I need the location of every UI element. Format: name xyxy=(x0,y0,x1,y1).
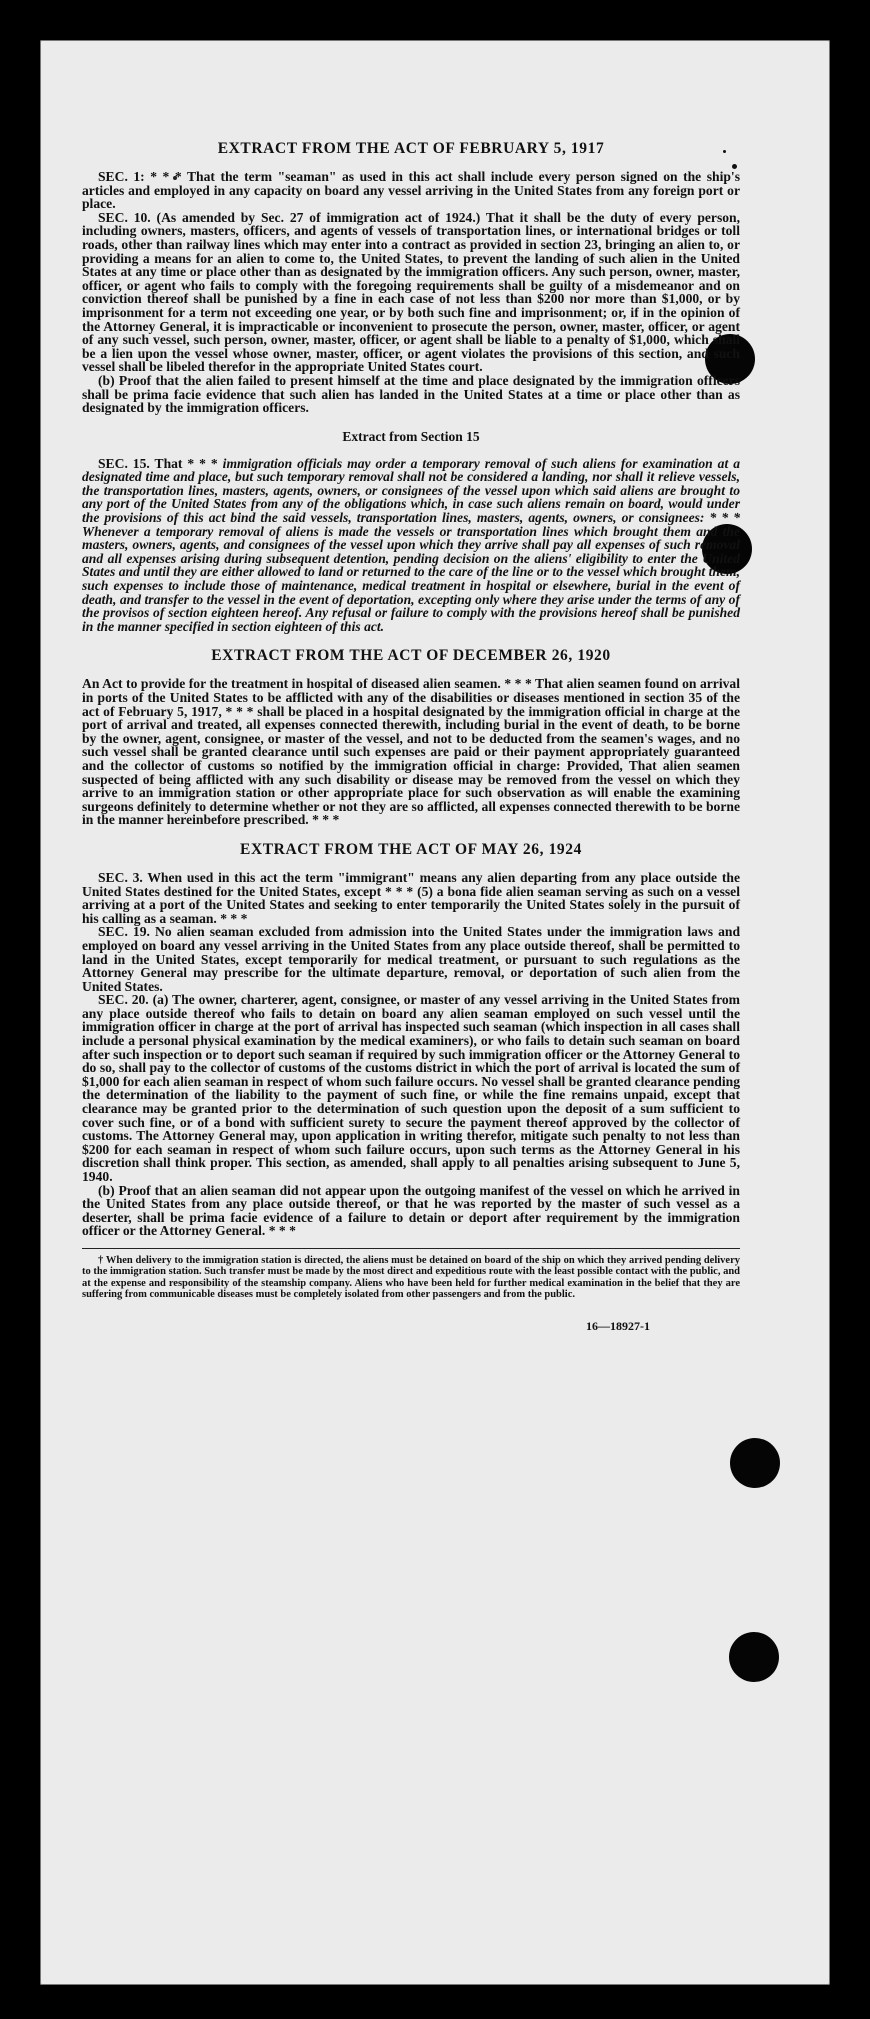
footnote: † When delivery to the immigration station is directed, the aliens must be detained on board of the ship on which they arrived pending delivery to the immigration station. Such transfer must be made by the most direct and expeditious route with the least possible contact with the public, and at the expense and responsibility of the steamship company. Aliens who have been held for further medical examination in the belief that they are suffering from communicable diseases must be completely isolated from other passengers and from the public. xyxy=(82,1254,741,1301)
section-heading-feb-1917: EXTRACT FROM THE ACT OF FEBRUARY 5, 1917 xyxy=(217,140,605,157)
section-1-paragraph: SEC. 1: * * * That the term "seaman" as used in this act shall include every person signed on the ship's articles and employed in any capacity on board any vessel arriving in the United States from any foreign port or place. xyxy=(82,169,740,212)
section-20b-paragraph: (b) Proof that an alien seaman did not appear upon the outgoing manifest of the vessel on which he arrived in the United States from any place outside thereof, or that he was reported by the master of such vessel as a deserter, shall be prima facie evidence of a failure to detain or deport after requirement by the immigration officer or the Attorney General. * * * xyxy=(82,1182,740,1239)
form-code: 16—18927-1 xyxy=(586,1318,650,1333)
section-heading-dec-1920: EXTRACT FROM THE ACT OF DECEMBER 26, 1920 xyxy=(211,647,611,665)
section-15-paragraph xyxy=(82,457,740,634)
section-19-paragraph: SEC. 19. No alien seaman excluded from admission into the United States under the immigration laws and employed on board any vessel arriving in the United States from any place outside thereof, shall be permitted to land in the United States, except temporarily for medical treatment, or pursuant to such regulations as the Attorney General may prescribe for the ultimate departure, removal, or deportation of such alien from the United States. xyxy=(82,924,740,994)
section-15-heading: Extract from Section 15 xyxy=(342,428,480,444)
section-15-lead: SEC. 15. That * * * xyxy=(98,455,223,471)
footnote-divider xyxy=(82,1248,740,1249)
section-10-paragraph: SEC. 10. (As amended by Sec. 27 of immigration act of 1924.) That it shall be the duty of every person, including owners, masters, officers, and agents of vessels of transportation lines, or international bridges or toll roads, other than railway lines which may enter into a contract as provided in section 23, bringing an alien to, or providing a means for an alien to come to, the United States, to prevent the landing of such alien in the United States at any time or place other than as designated by the immigration officers. Any such person, owner, master, officer, or agent who fails to comply with the foregoing requirements shall be guilty of a misdemeanor and on conviction thereof shall be punished by a fine in each case of not less than $200 nor more than $1,000, or by imprisonment for a term not exceeding one year, or by both such fine and imprisonment; or, if in the opinion of the Attorney General, it is impracticable or inconvenient to prosecute the person, owner, master, officer, or agent of any such vessel, such person, owner, master, officer, or agent shall be liable to a penalty of $1,000, which shall be a lien upon the vessel whose owner, master, officer, or agent violates the provisions of this section, and such vessel shall be libeled therefor in the appropriate United States court. xyxy=(82,209,740,375)
act-1920-paragraph: An Act to provide for the treatment in hospital of diseased alien seamen. * * * That alien seamen found on arrival in ports of the United States to be afflicted with any of the disabilities or diseases mentioned in section 35 of the act of February 5, 1917, * * * shall be placed in a hospital designated by the immigration official in charge at the port of arrival and treated, all expenses connected therewith, including burial in the event of death, to be borne by the owner, agent, consignee, or master of the vessel, and not to be deducted from the seamen's wages, and no such vessel shall be granted clearance until such expenses are paid or their payment appropriately guaranteed and the collector of customs so notified by the immigration official in charge: Provided, That alien seamen suspected of being afflicted with any such disability or disease may be removed from the vessel on which they arrive to an immigration station or other appropriate place for such observation as will enable the examining surgeons definitely to determine whether or not they are so afflicted, all expenses connected therewith to be borne in the manner hereinbefore prescribed. * * * xyxy=(82,676,740,828)
punch-hole xyxy=(729,1632,779,1682)
punch-hole xyxy=(730,1438,780,1488)
section-15-text: immigration officials may order a temporary removal of such aliens for examination at a designated time and place, but such temporary removal shall not be considered a landing, nor shall it relieve vessels, the transportation lines, masters, agents, owners, or consignees of the vessel upon which said aliens are brought to any port of the United States from any of the obligations which, in case such aliens remain on board, would under the provisions of this act bind the said vessels, transportation lines, masters, agents, owners, or consignees: * * * Whenever a temporary removal of aliens is made the vessels or transportation lines which brought them and the masters, owners, agents, and consignees of the vessel upon which they arrive shall pay all expenses of such removal and all expenses arising during subsequent detention, pending decision on the aliens' eligibility to enter the United States and until they are either allowed to land or returned to the care of the line or to the vessel which brought them, such expenses to include those of maintenance, medical treatment in hospital or elsewhere, burial in the event of death, and transfer to the vessel in the event of deportation, excepting only where they arise under the terms of any of the provisos of section eighteen hereof. Any refusal or failure to comply with the provisions hereof shall be punished in the manner specified in section eighteen of this act. xyxy=(82,455,740,634)
document-body xyxy=(82,140,740,1334)
section-3-paragraph: SEC. 3. When used in this act the term "immigrant" means any alien departing from any place outside the United States destined for the United States, except * * * (5) a bona fide alien seaman serving as such on a vessel arriving at a port of the United States and seeking to enter temporarily the United States solely in the pursuit of his calling as a seaman. * * * xyxy=(82,869,740,926)
section-heading-may-1924: EXTRACT FROM THE ACT OF MAY 26, 1924 xyxy=(240,840,582,858)
section-10b-paragraph: (b) Proof that the alien failed to present himself at the time and place designated by the immigration officers shall be prima facie evidence that such alien has landed in the United States at a time or place other than as designated by the immigration officers. xyxy=(82,372,740,416)
section-20a-paragraph: SEC. 20. (a) The owner, charterer, agent, consignee, or master of any vessel arriving in the United States from any place outside thereof who fails to detain on board any alien seaman employed on such vessel until the immigration officer in charge at the port of arrival has inspected such seaman (which inspection in all cases shall include a personal physical examination by the medical examiners), or who fails to detain such seaman on board after such inspection or to deport such seaman if required by such immigration officer or the Attorney General to do so, shall pay to the collector of customs of the customs district in which the port of arrival is located the sum of $1,000 for each alien seaman in respect of whom such failure occurs. No vessel shall be granted clearance pending the determination of the liability to the payment of such fine, or while the fine remains unpaid, except that clearance may be granted prior to the determination of such question upon the deposit of a sum sufficient to cover such fine, or of a bond with sufficient surety to secure the payment thereof approved by the collector of customs. The Attorney General may, upon application in writing therefor, mitigate such penalty to not less than $200 for each seaman in respect of whom such failure occurs, upon such terms as the Attorney General in his discretion shall think proper. This section, as amended, shall apply to all penalties arising subsequent to June 5, 1940. xyxy=(82,992,740,1184)
